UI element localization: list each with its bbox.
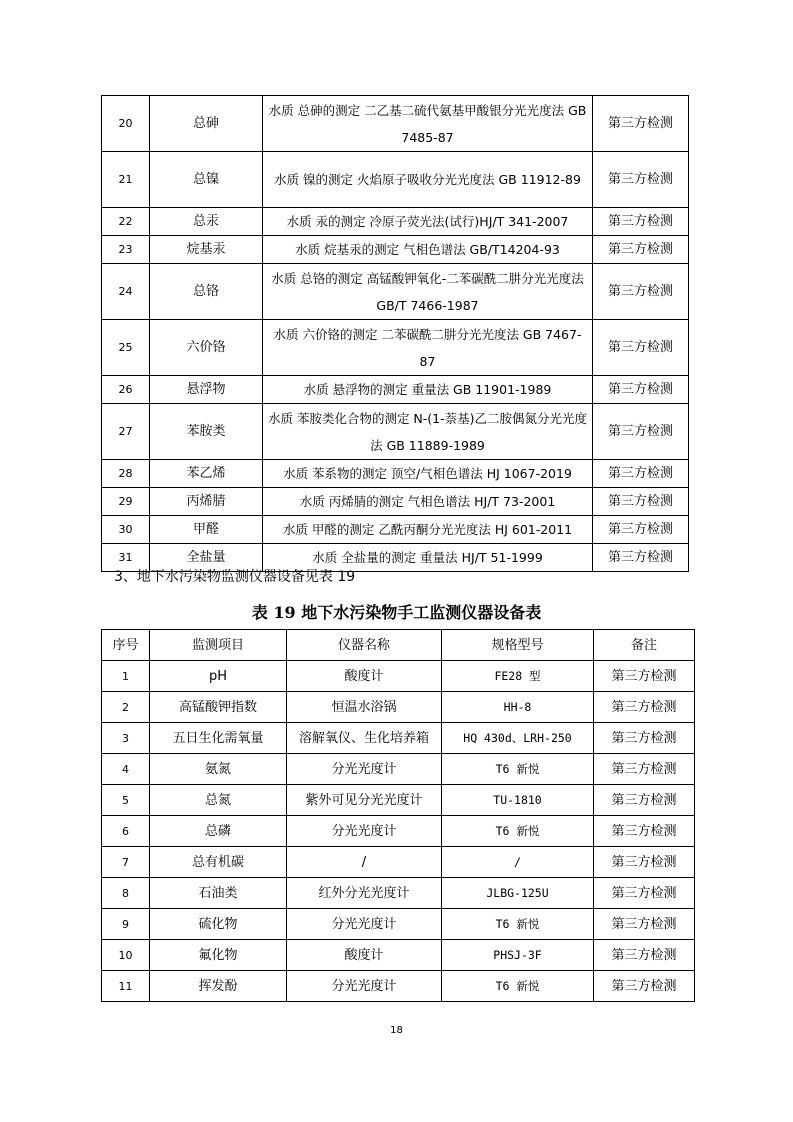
- remark: 第三方检测: [594, 940, 695, 971]
- model-spec: T6 新悦: [442, 816, 594, 847]
- analysis-method: 水质 丙烯腈的测定 气相色谱法 HJ/T 73-2001: [263, 488, 593, 516]
- method-table-body: [102, 96, 689, 572]
- monitoring-item: 总砷: [150, 96, 263, 152]
- instrument-name: 酸度计: [287, 940, 442, 971]
- row-number: 21: [102, 152, 150, 208]
- table-row: [102, 971, 695, 1002]
- monitoring-item: 丙烯腈: [150, 488, 263, 516]
- table-row: [102, 878, 695, 909]
- instrument-table: [101, 629, 695, 1002]
- header-instrument: 仪器名称: [287, 630, 442, 661]
- analysis-method: 水质 总铬的测定 高锰酸钾氧化-二苯碳酰二肼分光光度法 GB/T 7466-1987: [263, 264, 593, 320]
- remark: 第三方检测: [593, 208, 689, 236]
- monitoring-item: pH: [150, 661, 287, 692]
- remark: 第三方检测: [593, 236, 689, 264]
- row-number: 20: [102, 96, 150, 152]
- row-number: 24: [102, 264, 150, 320]
- remark: 第三方检测: [593, 96, 689, 152]
- instrument-name: 红外分光光度计: [287, 878, 442, 909]
- instrument-table-body: [102, 661, 695, 1002]
- row-number: 30: [102, 516, 150, 544]
- remark: 第三方检测: [594, 723, 695, 754]
- monitoring-item: 六价铬: [150, 320, 263, 376]
- instrument-table-header: [102, 630, 695, 661]
- monitoring-item: 悬浮物: [150, 376, 263, 404]
- header-note: 备注: [594, 630, 695, 661]
- table-row: [102, 516, 689, 544]
- monitoring-item: 全盐量: [150, 544, 263, 572]
- row-number: 10: [102, 940, 150, 971]
- model-spec: HH-8: [442, 692, 594, 723]
- analysis-method: 水质 苯系物的测定 顶空/气相色谱法 HJ 1067-2019: [263, 460, 593, 488]
- header-model: 规格型号: [442, 630, 594, 661]
- remark: 第三方检测: [593, 320, 689, 376]
- row-number: 25: [102, 320, 150, 376]
- model-spec: T6 新悦: [442, 909, 594, 940]
- table-row: [102, 940, 695, 971]
- analysis-method: 水质 苯胺类化合物的测定 N-(1-萘基)乙二胺偶氮分光光度法 GB 11889-1989: [263, 404, 593, 460]
- row-number: 2: [102, 692, 150, 723]
- remark: 第三方检测: [593, 544, 689, 572]
- header-item: 监测项目: [150, 630, 287, 661]
- row-number: 3: [102, 723, 150, 754]
- remark: 第三方检测: [594, 754, 695, 785]
- table-row: [102, 723, 695, 754]
- monitoring-item: 甲醛: [150, 516, 263, 544]
- monitoring-item: 石油类: [150, 878, 287, 909]
- remark: 第三方检测: [593, 488, 689, 516]
- model-spec: T6 新悦: [442, 971, 594, 1002]
- row-number: 29: [102, 488, 150, 516]
- row-number: 8: [102, 878, 150, 909]
- table-row: [102, 320, 689, 376]
- model-spec: /: [442, 847, 594, 878]
- instrument-name: 溶解氧仪、生化培养箱: [287, 723, 442, 754]
- header-no: 序号: [102, 630, 150, 661]
- monitoring-item: 硫化物: [150, 909, 287, 940]
- instrument-name: 分光光度计: [287, 971, 442, 1002]
- remark: 第三方检测: [593, 460, 689, 488]
- table-title: 表 19 地下水污染物手工监测仪器设备表: [251, 603, 542, 622]
- table-row: [102, 785, 695, 816]
- row-number: 9: [102, 909, 150, 940]
- monitoring-item: 总镍: [150, 152, 263, 208]
- instrument-name: 分光光度计: [287, 816, 442, 847]
- analysis-method: 水质 汞的测定 冷原子荧光法(试行)HJ/T 341-2007: [263, 208, 593, 236]
- remark: 第三方检测: [594, 816, 695, 847]
- remark: 第三方检测: [593, 152, 689, 208]
- table-row: [102, 816, 695, 847]
- section-note: 3、地下水污染物监测仪器设备见表 19: [114, 569, 356, 585]
- remark: 第三方检测: [594, 909, 695, 940]
- row-number: 6: [102, 816, 150, 847]
- analysis-method: 水质 甲醛的测定 乙酰丙酮分光光度法 HJ 601-2011: [263, 516, 593, 544]
- monitoring-item: 总氮: [150, 785, 287, 816]
- analysis-method: 水质 总砷的测定 二乙基二硫代氨基甲酸银分光光度法 GB 7485-87: [263, 96, 593, 152]
- instrument-name: 分光光度计: [287, 909, 442, 940]
- model-spec: PHSJ-3F: [442, 940, 594, 971]
- table-row: [102, 460, 689, 488]
- remark: 第三方检测: [594, 878, 695, 909]
- monitoring-item: 挥发酚: [150, 971, 287, 1002]
- table-row: [102, 692, 695, 723]
- row-number: 11: [102, 971, 150, 1002]
- table-row: [102, 847, 695, 878]
- remark: 第三方检测: [594, 847, 695, 878]
- row-number: 28: [102, 460, 150, 488]
- table-row: [102, 96, 689, 152]
- remark: 第三方检测: [593, 376, 689, 404]
- monitoring-item: 苯胺类: [150, 404, 263, 460]
- analysis-method: 水质 烷基汞的测定 气相色谱法 GB/T14204-93: [263, 236, 593, 264]
- model-spec: TU-1810: [442, 785, 594, 816]
- table-row: [102, 152, 689, 208]
- remark: 第三方检测: [593, 404, 689, 460]
- remark: 第三方检测: [593, 516, 689, 544]
- analysis-method: 水质 六价铬的测定 二苯碳酰二肼分光光度法 GB 7467-87: [263, 320, 593, 376]
- monitoring-item: 苯乙烯: [150, 460, 263, 488]
- row-number: 27: [102, 404, 150, 460]
- table-row: [102, 909, 695, 940]
- instrument-name: 恒温水浴锅: [287, 692, 442, 723]
- remark: 第三方检测: [594, 692, 695, 723]
- remark: 第三方检测: [594, 971, 695, 1002]
- table-row: [102, 661, 695, 692]
- monitoring-item: 氟化物: [150, 940, 287, 971]
- model-spec: HQ 430d、LRH-250: [442, 723, 594, 754]
- analysis-method: 水质 镍的测定 火焰原子吸收分光光度法 GB 11912-89: [263, 152, 593, 208]
- monitoring-item: 总有机碳: [150, 847, 287, 878]
- table-row: [102, 404, 689, 460]
- method-table: [101, 95, 689, 572]
- page-number: 18: [390, 1025, 403, 1036]
- row-number: 26: [102, 376, 150, 404]
- analysis-method: 水质 全盐量的测定 重量法 HJ/T 51-1999: [263, 544, 593, 572]
- remark: 第三方检测: [594, 661, 695, 692]
- monitoring-item: 总铬: [150, 264, 263, 320]
- remark: 第三方检测: [593, 264, 689, 320]
- row-number: 23: [102, 236, 150, 264]
- analysis-method: 水质 悬浮物的测定 重量法 GB 11901-1989: [263, 376, 593, 404]
- instrument-name: /: [287, 847, 442, 878]
- model-spec: FE28 型: [442, 661, 594, 692]
- table-row: [102, 208, 689, 236]
- remark: 第三方检测: [594, 785, 695, 816]
- instrument-name: 酸度计: [287, 661, 442, 692]
- table-row: [102, 488, 689, 516]
- table-row: [102, 264, 689, 320]
- model-spec: JLBG-125U: [442, 878, 594, 909]
- monitoring-item: 总磷: [150, 816, 287, 847]
- row-number: 1: [102, 661, 150, 692]
- monitoring-item: 总汞: [150, 208, 263, 236]
- table-row: [102, 236, 689, 264]
- row-number: 4: [102, 754, 150, 785]
- table-row: [102, 376, 689, 404]
- row-number: 7: [102, 847, 150, 878]
- table-row: [102, 754, 695, 785]
- row-number: 31: [102, 544, 150, 572]
- monitoring-item: 烷基汞: [150, 236, 263, 264]
- instrument-name: 紫外可见分光光度计: [287, 785, 442, 816]
- instrument-name: 分光光度计: [287, 754, 442, 785]
- model-spec: T6 新悦: [442, 754, 594, 785]
- monitoring-item: 高锰酸钾指数: [150, 692, 287, 723]
- monitoring-item: 五日生化需氧量: [150, 723, 287, 754]
- row-number: 22: [102, 208, 150, 236]
- monitoring-item: 氨氮: [150, 754, 287, 785]
- row-number: 5: [102, 785, 150, 816]
